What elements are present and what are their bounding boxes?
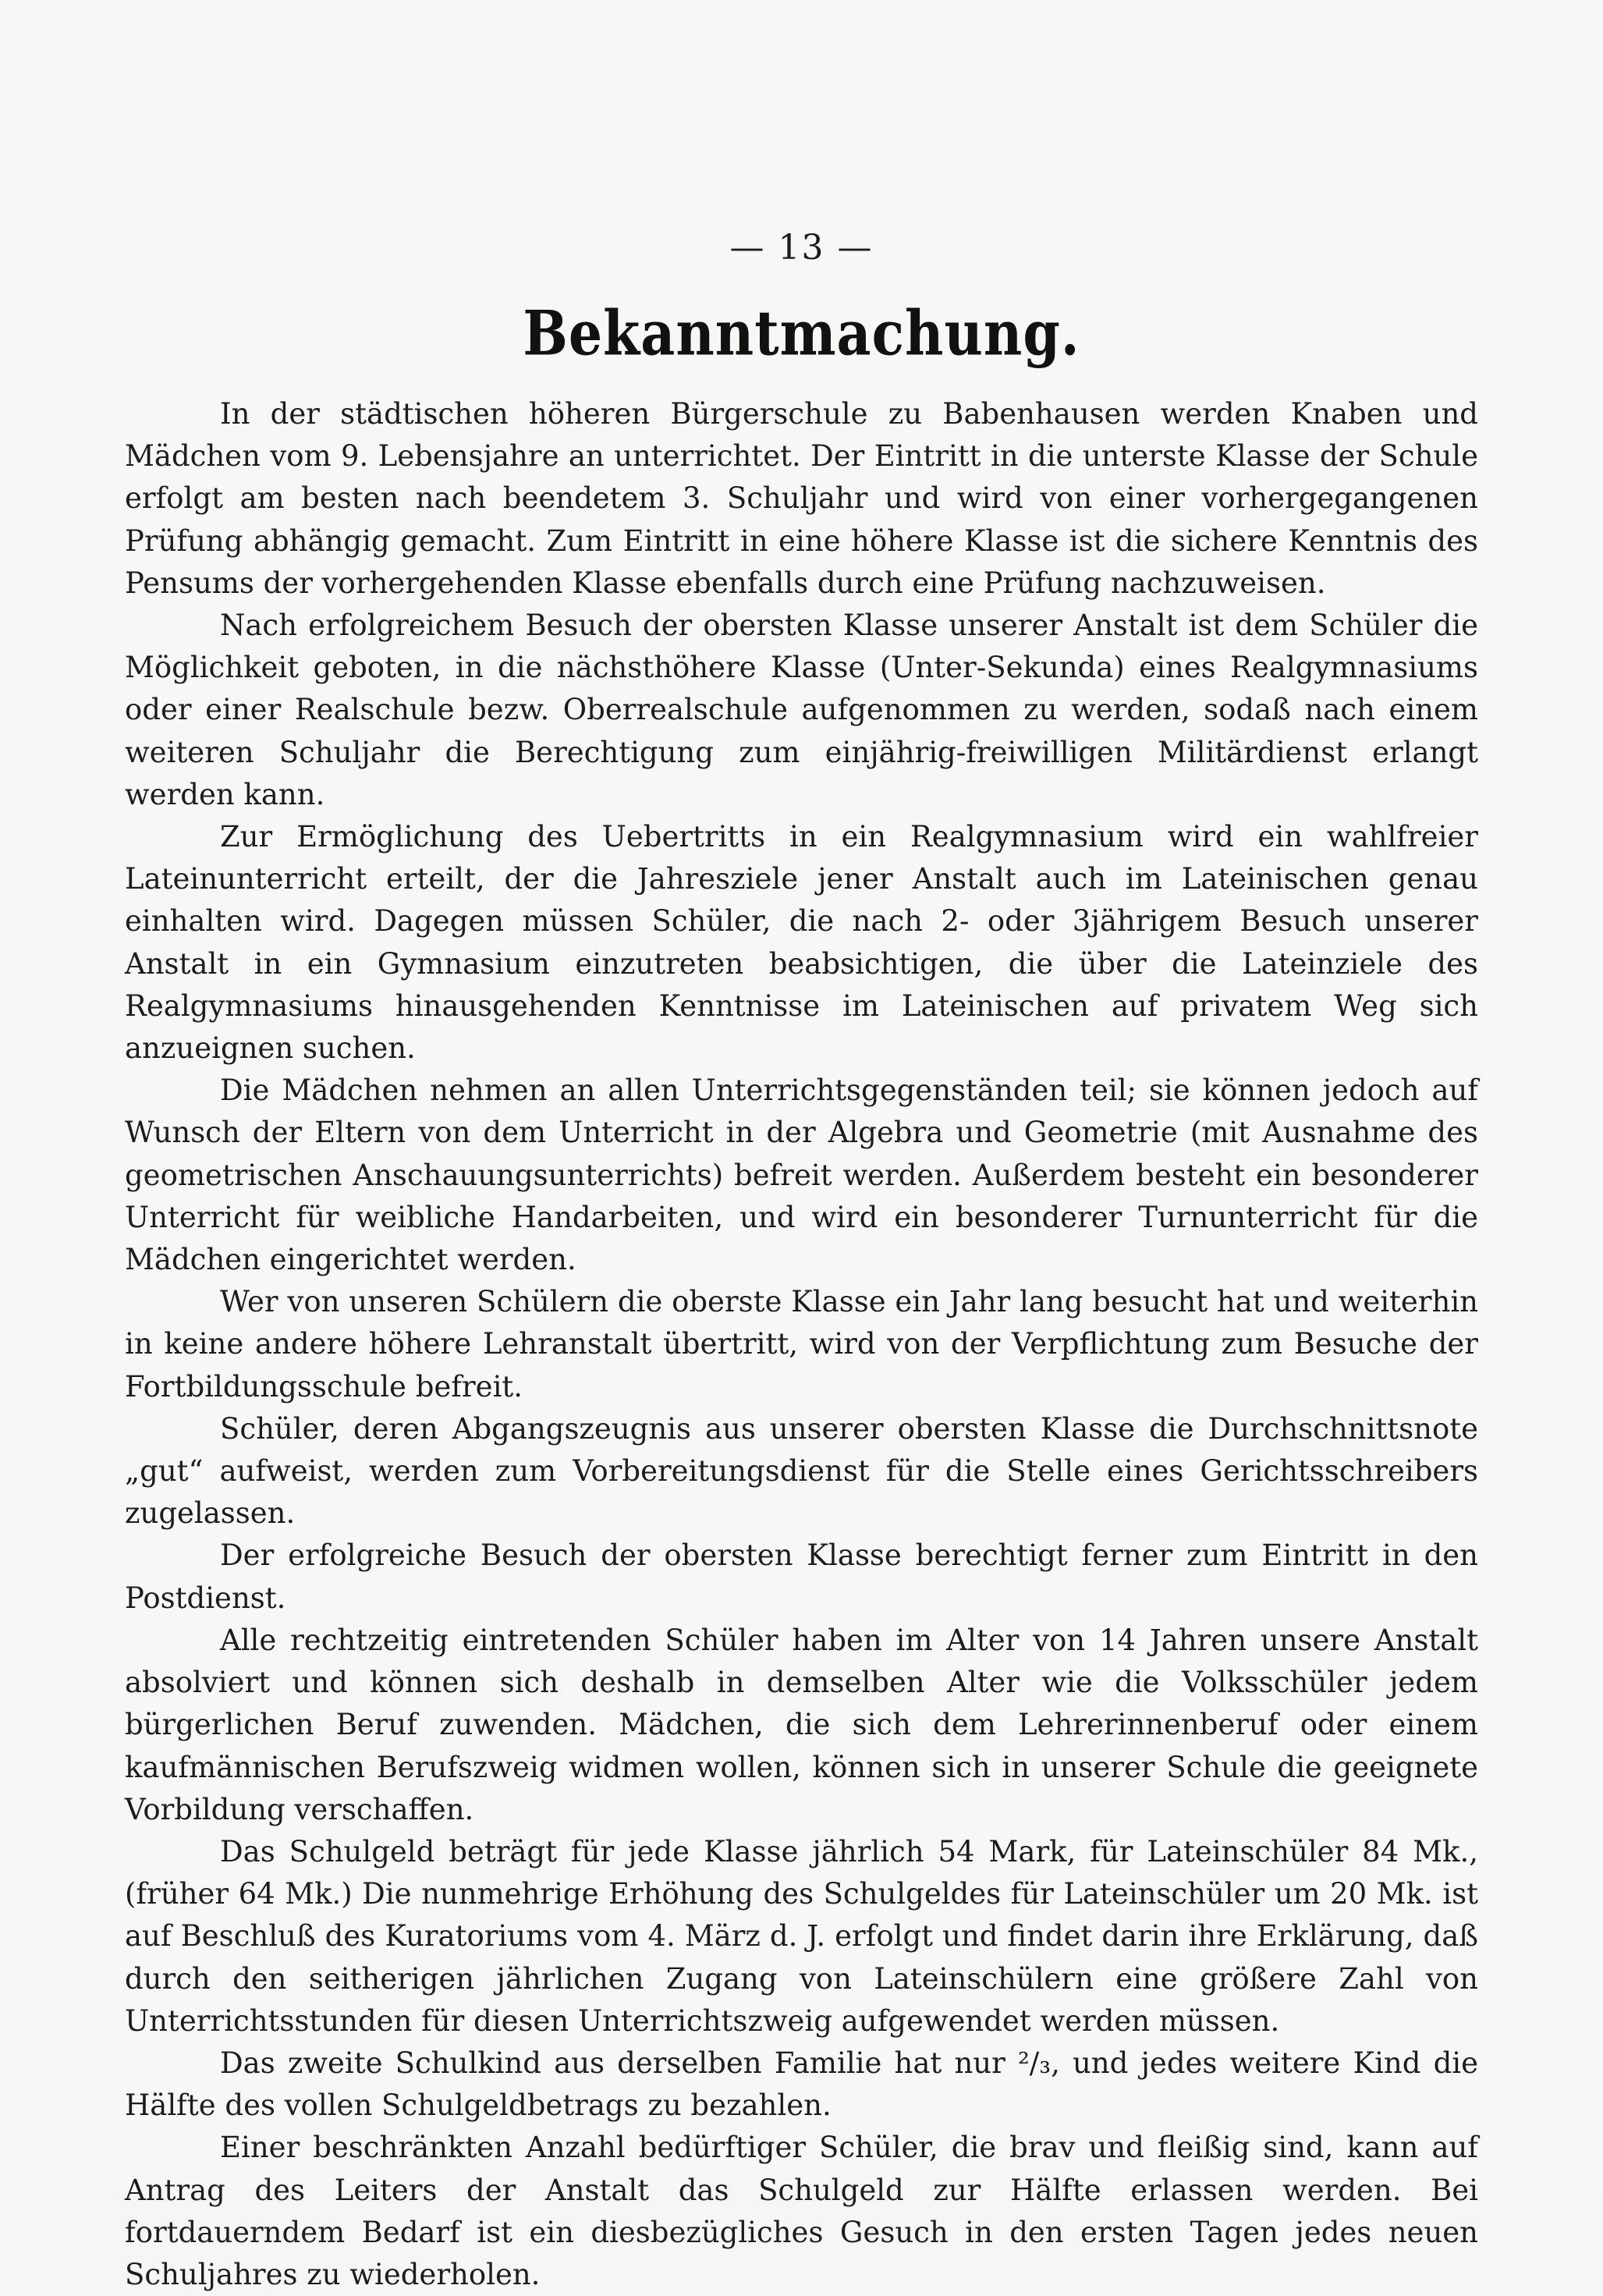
paragraph-age-completion: Alle rechtzeitig eintretenden Schüler haben im Alter von 14 Jahren unsere Anstalt absolviert und können sich deshalb in demselben Alter wie die Volksschüler jedem bürgerlichen Beruf zuwenden. Mädchen, die sich dem Lehrerinnenberuf oder einem kaufmännischen Berufszweig widmen wollen, können sich in unserer Schule die geeignete Vorbildung verschaffen. — [125, 1623, 1478, 1826]
paragraph-fee-waiver: Einer beschränkten Anzahl bedürftiger Schüler, die brav und fleißig sind, kann auf Antrag des Leiters der Anstalt das Schulgeld zur Hälfte erlassen werden. Bei fortdauerndem Bedarf ist ein diesbezügliches Gesuch in den ersten Tagen jedes neuen Schuljahres zu wiederholen. — [125, 2131, 1478, 2291]
paragraph-court-clerk: Schüler, deren Abgangszeugnis aus unserer obersten Klasse die Durchschnittsnote „gut“ aufweist, werden zum Vorbereitungsdienst für die Stelle eines Gerichtsschreibers zugelassen. — [125, 1411, 1478, 1531]
paragraph-tuition-fees: Das Schulgeld beträgt für jede Klasse jährlich 54 Mark, für Lateinschüler 84 Mk., (früher 64 Mk.) Die nunmehrige Erhöhung des Schulgeldes für Lateinschüler um 20 Mk. ist auf Beschluß des Kuratoriums vom 4. März d. J. erfolgt und findet darin ihre Erklärung, daß durch den seitherigen jährlichen Zugang von Lateinschülern eine größere Zahl von Unterrichtsstunden für diesen Unterrichtszweig aufgewendet werden müssen. — [125, 1834, 1478, 2038]
paragraph-transfer-realgymnasium: Nach erfolgreichem Besuch der obersten Klasse unserer Anstalt ist dem Schüler die Möglichkeit geboten, in die nächsthöhere Klasse (Unter-Sekunda) eines Realgymnasiums oder einer Realschule bezw. Oberrealschule aufgenommen zu werden, sodaß nach einem weiteren Schuljahr die Berechtigung zum einjährig-freiwilligen Militärdienst erlangt werden kann. — [125, 609, 1478, 811]
paragraph-continuation-school: Wer von unseren Schülern die oberste Klasse ein Jahr lang besucht hat und weiterhin in keine andere höhere Lehranstalt übertritt, wird von der Verpflichtung zum Besuche der Fortbildungsschule befreit. — [125, 1285, 1478, 1404]
paragraph-latin-instruction: Zur Ermöglichung des Uebertritts in ein Realgymnasium wird ein wahlfreier Lateinunterricht erteilt, der die Jahresziele jener Anstalt auch im Lateinischen genau einhalten wird. Dagegen müssen Schüler, die nach 2- oder 3jährigem Besuch unserer Anstalt in ein Gymnasium einzutreten beabsichtigen, die über die Lateinziele des Realgymnasiums hinausgehenden Kenntnisse im Lateinischen auf privatem Weg sich anzueignen suchen. — [125, 820, 1478, 1066]
page-title: Bekanntmachung. — [523, 298, 1080, 370]
paragraph-sibling-discount: Das zweite Schulkind aus derselben Familie hat nur ²/₃, und jedes weitere Kind die Hälfte des vollen Schulgeldbetrags zu bezahlen. — [125, 2046, 1478, 2123]
page-number: — 13 — — [729, 228, 874, 268]
body-text — [125, 393, 1478, 2296]
paragraph-admission: In der städtischen höheren Bürgerschule zu Babenhausen werden Knaben und Mädchen vom 9. Lebensjahre an unterrichtet. Der Eintritt in die unterste Klasse der Schule erfolgt am besten nach beendetem 3. Schuljahr und wird von einer vorhergegangenen Prüfung abhängig gemacht. Zum Eintritt in eine höhere Klasse ist die sichere Kenntnis des Pensums der vorhergehenden Klasse ebenfalls durch eine Prüfung nachzuweisen. — [125, 397, 1478, 600]
paragraph-girls-subjects: Die Mädchen nehmen an allen Unterrichtsgegenständen teil; sie können jedoch auf Wunsch der Eltern von dem Unterricht in der Algebra und Geometrie (mit Ausnahme des geometrischen Anschauungsunterrichts) befreit werden. Außerdem besteht ein besonderer Unterricht für weibliche Handarbeiten, und wird ein besonderer Turnunterricht für die Mädchen eingerichtet werden. — [125, 1073, 1478, 1277]
paragraph-postal-service: Der erfolgreiche Besuch der obersten Klasse berechtigt ferner zum Eintritt in den Postdienst. — [125, 1538, 1478, 1615]
